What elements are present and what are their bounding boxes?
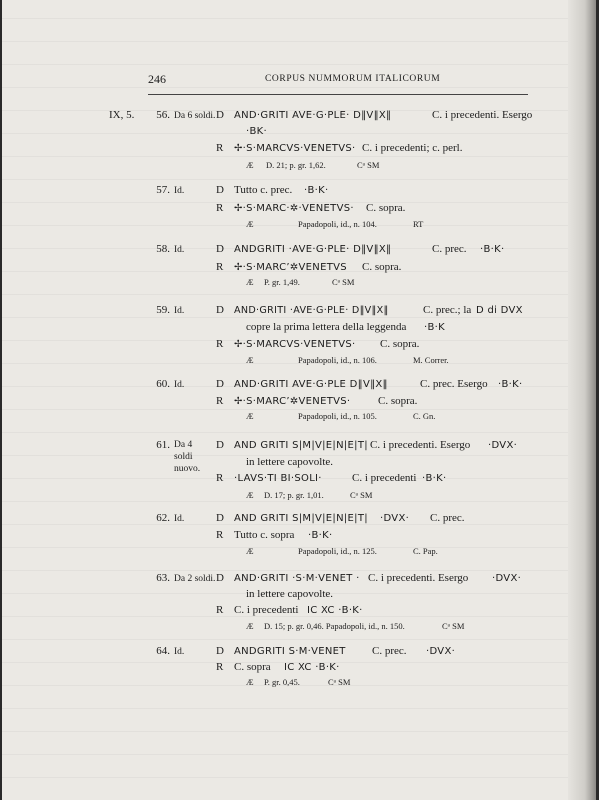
reverse-legend: ✢·S·MARCVS·VENETVS·	[234, 143, 356, 154]
collection: Cᵃ SM	[442, 621, 465, 631]
collection: Cᵃ SM	[357, 160, 380, 170]
metal-sign: Æ	[246, 219, 254, 229]
header-rule	[148, 94, 528, 95]
entry-number: 63.	[156, 572, 170, 584]
reverse-note: C. i precedenti; c. perl.	[362, 142, 463, 154]
denomination: Id.	[174, 306, 185, 316]
entry-number: 64.	[156, 645, 170, 657]
obverse-tail: ·DVX·	[492, 573, 522, 584]
metal-sign: Æ	[246, 546, 254, 556]
obverse-tail: ·DVX·	[426, 646, 456, 657]
reverse-note: C. sopra.	[366, 202, 406, 214]
entry-number: 58.	[156, 243, 170, 255]
obverse-mark: D	[216, 304, 224, 316]
reverse-legend: ✢·S·MARCVS·VENETVS·	[234, 339, 356, 350]
obverse-legend: AND·GRITI ·AVE·G·PLE· D‖V‖X‖	[234, 305, 389, 316]
reference: D. 15; p. gr. 0,46. Papadopoli, id., n. 150.	[264, 621, 405, 631]
book-page	[2, 0, 596, 800]
obverse-legend: AND·GRITI ·S·M·VENET ·	[234, 573, 360, 584]
collection: C. Pap.	[413, 546, 438, 556]
entry-number: 57.	[156, 184, 170, 196]
obverse-legend: AND GRITI S|M|V|E|N|E|T|	[234, 513, 368, 524]
page-gutter-shadow	[568, 0, 596, 800]
entry-number: 59.	[156, 304, 170, 316]
obverse-mark: D	[216, 378, 224, 390]
obverse-mark: D	[216, 645, 224, 657]
reverse-tail: ·B·K·	[422, 473, 447, 484]
reverse-note: C. sopra.	[378, 395, 418, 407]
obverse-note: C. prec.	[372, 645, 407, 657]
reverse-mark: R	[216, 142, 224, 154]
obverse-note: C. prec. Esergo	[420, 378, 488, 390]
obverse-tail: D di DVX	[476, 305, 523, 316]
collection: Cᵃ SM	[328, 677, 351, 687]
obverse-note: C. prec.; la	[423, 304, 472, 316]
obverse-legend: AND·GRITI AVE·G·PLE· D‖V‖X‖	[234, 110, 392, 121]
obverse-mark: D	[216, 109, 224, 121]
denomination: Id.	[174, 514, 185, 524]
reference: P. gr. 1,49.	[264, 277, 300, 287]
metal-sign: Æ	[246, 490, 254, 500]
obverse-line2: in lettere capovolte.	[246, 588, 334, 600]
reverse-legend: ·LAVS·TI BI·SOLI·	[234, 473, 322, 484]
reference: D. 17; p. gr. 1,01.	[264, 490, 324, 500]
denomination: Id.	[174, 186, 185, 196]
reverse-note: Tutto c. sopra	[234, 529, 295, 541]
obverse-mark: D	[216, 439, 224, 451]
obverse-mark: D	[216, 572, 224, 584]
reverse-legend: ·B·K·	[308, 530, 333, 541]
denomination: Da 2 soldi.	[174, 574, 216, 584]
denomination: Da 4 soldi nuovo.	[174, 440, 201, 474]
reverse-mark: R	[216, 529, 224, 541]
metal-sign: Æ	[246, 355, 254, 365]
reference: Papadopoli, id., n. 106.	[298, 355, 377, 365]
entry-number: 56.	[156, 109, 170, 121]
reverse-legend: ✢·S·MARC·✲·VENETVS·	[234, 203, 354, 214]
obverse-exergue: ·BK·	[246, 126, 267, 137]
collection: M. Correr.	[413, 355, 449, 365]
obverse-legend: ANDGRITI ·AVE·G·PLE· D‖V‖X‖	[234, 244, 392, 255]
collection: Cᵃ SM	[332, 277, 355, 287]
reverse-mark: R	[216, 202, 224, 214]
obverse-mark: D	[216, 243, 224, 255]
section-reference: IX, 5.	[109, 109, 135, 121]
reverse-note: C. i precedenti	[352, 472, 417, 484]
obverse-line2-tail: ·B·K	[424, 322, 445, 333]
reference: D. 21; p. gr. 1,62.	[266, 160, 326, 170]
reverse-legend: IC XC ·B·K·	[284, 662, 340, 673]
metal-sign: Æ	[246, 677, 254, 687]
obverse-note: C. i precedenti. Esergo	[432, 109, 533, 121]
reverse-mark: R	[216, 604, 224, 616]
obverse-note: C. i precedenti. Esergo	[370, 439, 471, 451]
denomination: Id.	[174, 380, 185, 390]
running-title: CORPUS NUMMORUM ITALICORUM	[265, 74, 441, 84]
obverse-note: Tutto c. prec.	[234, 184, 293, 196]
obverse-mid: ·DVX·	[380, 513, 410, 524]
metal-sign: Æ	[246, 411, 254, 421]
reference: P. gr. 0,45.	[264, 677, 300, 687]
entry-number: 61.	[156, 439, 170, 451]
reverse-note: C. sopra.	[380, 338, 420, 350]
obverse-legend: AND GRITI S|M|V|E|N|E|T|	[234, 440, 368, 451]
reverse-legend: IC XC ·B·K·	[307, 605, 363, 616]
obverse-tail: ·DVX·	[488, 440, 518, 451]
reverse-legend: ✢·S·MARC’✲VENETVS·	[234, 396, 351, 407]
collection: Cᵃ SM	[350, 490, 373, 500]
obverse-mark: D	[216, 512, 224, 524]
reverse-mark: R	[216, 472, 224, 484]
page-number: 246	[148, 72, 166, 86]
obverse-tail: ·B·K·	[498, 379, 523, 390]
reference: Papadopoli, id., n. 104.	[298, 219, 377, 229]
reverse-note: C. i precedenti	[234, 604, 299, 616]
obverse-note: C. i precedenti. Esergo	[368, 572, 469, 584]
entry-number: 60.	[156, 378, 170, 390]
obverse-note: C. prec.	[430, 512, 465, 524]
entry-number: 62.	[156, 512, 170, 524]
obverse-line2: in lettere capovolte.	[246, 456, 334, 468]
collection: RT	[413, 219, 424, 229]
collection: C. Gn.	[413, 411, 436, 421]
reverse-mark: R	[216, 261, 224, 273]
reference: Papadopoli, id., n. 125.	[298, 546, 377, 556]
reverse-mark: R	[216, 338, 224, 350]
denomination: Id.	[174, 647, 185, 657]
obverse-legend: ·B·K·	[304, 185, 329, 196]
obverse-legend: AND·GRITI AVE·G·PLE D‖V‖X‖	[234, 379, 388, 390]
denomination: Id.	[174, 245, 185, 255]
obverse-mark: D	[216, 184, 224, 196]
reverse-legend: ✢·S·MARC’✲VENETVS	[234, 262, 347, 273]
denomination: Da 6 soldi.	[174, 111, 216, 121]
metal-sign: Æ	[246, 621, 254, 631]
reverse-note: C. sopra.	[362, 261, 402, 273]
obverse-line2: copre la prima lettera della leggenda	[246, 321, 407, 333]
obverse-note: C. prec.	[432, 243, 467, 255]
obverse-legend: ANDGRITI S·M·VENET	[234, 646, 346, 657]
reverse-mark: R	[216, 395, 224, 407]
obverse-tail: ·B·K·	[480, 244, 505, 255]
reference: Papadopoli, id., n. 105.	[298, 411, 377, 421]
reverse-mark: R	[216, 661, 224, 673]
metal-sign: Æ	[246, 160, 254, 170]
reverse-note: C. sopra	[234, 661, 271, 673]
metal-sign: Æ	[246, 277, 254, 287]
